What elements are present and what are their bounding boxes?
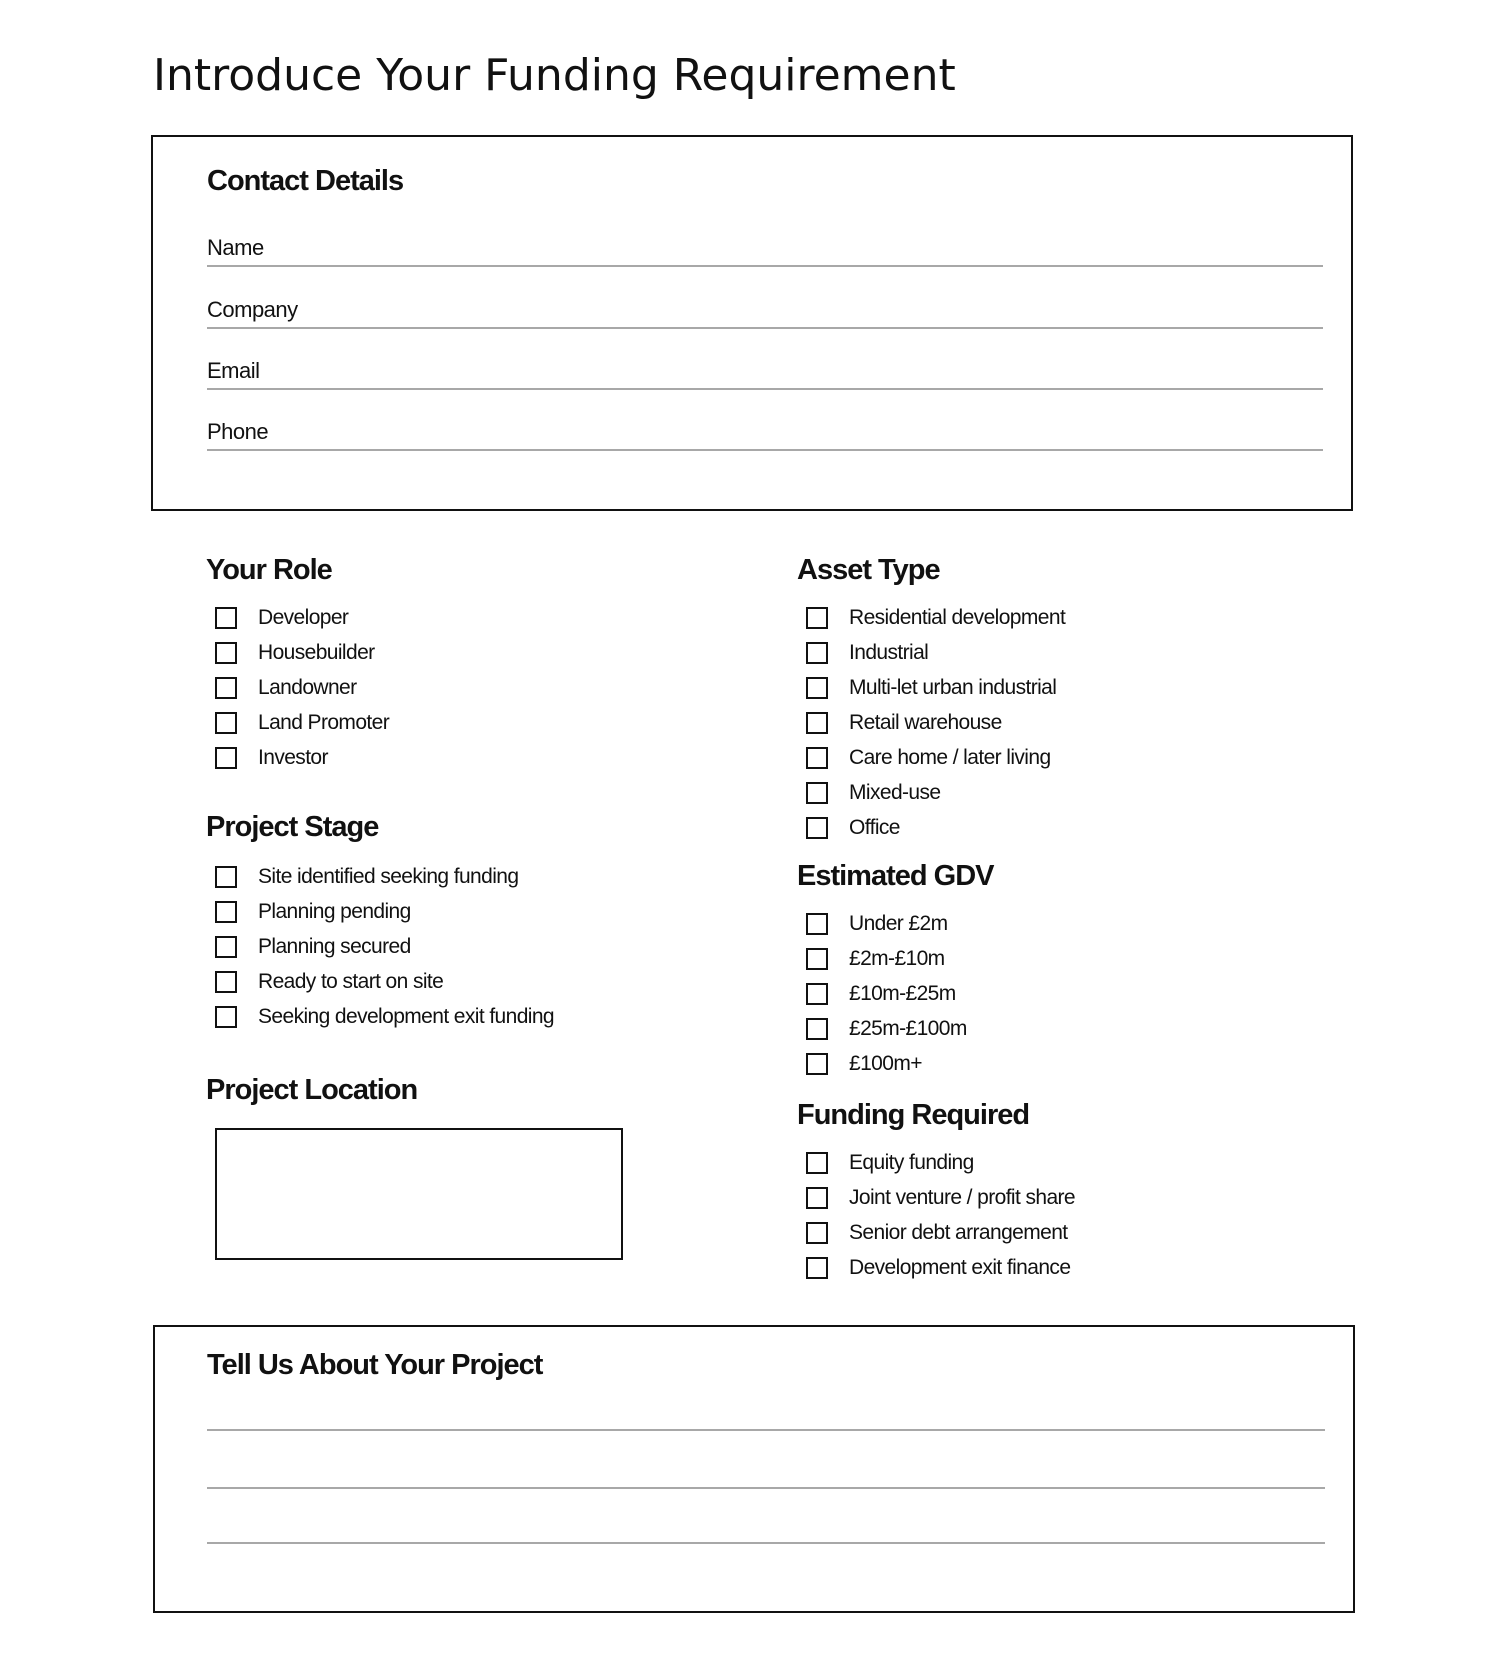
checkbox[interactable] — [215, 712, 237, 734]
project-description-line-2[interactable] — [207, 1487, 1325, 1489]
option-label: Ready to start on site — [258, 969, 444, 993]
company-field-label: Company — [207, 297, 298, 322]
role-option-housebuilder[interactable] — [208, 635, 389, 670]
your-role-heading: Your Role — [206, 554, 332, 586]
option-label: Under £2m — [849, 911, 948, 935]
option-label: Retail warehouse — [849, 710, 1002, 734]
option-label: Care home / later living — [849, 745, 1051, 769]
funding-required-options — [799, 1145, 1075, 1285]
checkbox[interactable] — [215, 642, 237, 664]
checkbox[interactable] — [215, 971, 237, 993]
option-label: Multi-let urban industrial — [849, 675, 1057, 699]
company-field[interactable] — [207, 297, 1323, 329]
asset-option-care-home[interactable] — [799, 740, 1065, 775]
option-label: Developer — [258, 605, 349, 629]
checkbox[interactable] — [806, 1053, 828, 1075]
project-description-line-1[interactable] — [207, 1429, 1325, 1431]
phone-field[interactable] — [207, 419, 1323, 451]
gdv-option-25m-100m[interactable] — [799, 1011, 967, 1046]
role-option-developer[interactable] — [208, 600, 389, 635]
asset-option-residential[interactable] — [799, 600, 1065, 635]
stage-option-ready-to-start[interactable] — [208, 964, 554, 999]
option-label: £10m-£25m — [849, 981, 956, 1005]
funding-option-senior-debt[interactable] — [799, 1215, 1075, 1250]
checkbox[interactable] — [806, 607, 828, 629]
email-field[interactable] — [207, 358, 1323, 390]
project-location-input[interactable] — [215, 1128, 623, 1260]
project-location-heading: Project Location — [206, 1074, 418, 1106]
asset-type-heading: Asset Type — [797, 554, 940, 586]
phone-field-label: Phone — [207, 419, 269, 444]
checkbox[interactable] — [806, 1222, 828, 1244]
project-description-line-3[interactable] — [207, 1542, 1325, 1544]
checkbox[interactable] — [215, 901, 237, 923]
name-field[interactable] — [207, 235, 1323, 267]
option-label: Land Promoter — [258, 710, 390, 734]
option-label: Planning pending — [258, 899, 411, 923]
stage-option-planning-pending[interactable] — [208, 894, 554, 929]
stage-option-planning-secured[interactable] — [208, 929, 554, 964]
gdv-option-10m-25m[interactable] — [799, 976, 967, 1011]
checkbox[interactable] — [215, 607, 237, 629]
estimated-gdv-options — [799, 906, 967, 1081]
checkbox[interactable] — [215, 866, 237, 888]
option-label: Landowner — [258, 675, 357, 699]
option-label: Housebuilder — [258, 640, 375, 664]
your-role-options — [208, 600, 389, 775]
option-label: £2m-£10m — [849, 946, 945, 970]
option-label: Industrial — [849, 640, 929, 664]
option-label: Seeking development exit funding — [258, 1004, 555, 1028]
asset-option-multi-let[interactable] — [799, 670, 1065, 705]
option-label: Equity funding — [849, 1150, 974, 1174]
checkbox[interactable] — [215, 747, 237, 769]
asset-option-mixed-use[interactable] — [799, 775, 1065, 810]
option-label: Planning secured — [258, 934, 411, 958]
role-option-investor[interactable] — [208, 740, 389, 775]
role-option-landowner[interactable] — [208, 670, 389, 705]
option-label: Development exit finance — [849, 1255, 1071, 1279]
checkbox[interactable] — [215, 1006, 237, 1028]
asset-type-options — [799, 600, 1065, 845]
funding-option-joint-venture[interactable] — [799, 1180, 1075, 1215]
role-option-land-promoter[interactable] — [208, 705, 389, 740]
checkbox[interactable] — [806, 677, 828, 699]
checkbox[interactable] — [215, 936, 237, 958]
checkbox[interactable] — [806, 1152, 828, 1174]
estimated-gdv-heading: Estimated GDV — [797, 860, 994, 892]
contact-details-heading: Contact Details — [207, 165, 404, 197]
asset-option-office[interactable] — [799, 810, 1065, 845]
gdv-option-2m-10m[interactable] — [799, 941, 967, 976]
checkbox[interactable] — [806, 712, 828, 734]
checkbox[interactable] — [806, 1187, 828, 1209]
option-label: Joint venture / profit share — [849, 1185, 1075, 1209]
checkbox[interactable] — [806, 817, 828, 839]
checkbox[interactable] — [806, 983, 828, 1005]
checkbox[interactable] — [806, 948, 828, 970]
checkbox[interactable] — [806, 642, 828, 664]
project-stage-heading: Project Stage — [206, 811, 379, 843]
checkbox[interactable] — [215, 677, 237, 699]
option-label: Site identified seeking funding — [258, 864, 519, 888]
option-label: Senior debt arrangement — [849, 1220, 1068, 1244]
contact-details-section — [151, 135, 1353, 511]
name-field-label: Name — [207, 235, 264, 260]
funding-option-equity[interactable] — [799, 1145, 1075, 1180]
project-description-section — [153, 1325, 1355, 1613]
checkbox[interactable] — [806, 782, 828, 804]
checkbox[interactable] — [806, 913, 828, 935]
page-title: Introduce Your Funding Requirement — [153, 50, 956, 101]
checkbox[interactable] — [806, 1257, 828, 1279]
option-label: £100m+ — [849, 1051, 922, 1075]
project-description-heading: Tell Us About Your Project — [207, 1349, 543, 1381]
checkbox[interactable] — [806, 747, 828, 769]
email-field-label: Email — [207, 358, 260, 383]
gdv-option-under-2m[interactable] — [799, 906, 967, 941]
option-label: Mixed-use — [849, 780, 941, 804]
option-label: Office — [849, 815, 900, 839]
asset-option-industrial[interactable] — [799, 635, 1065, 670]
stage-option-exit-funding[interactable] — [208, 999, 554, 1034]
funding-option-exit-finance[interactable] — [799, 1250, 1075, 1285]
stage-option-site-identified[interactable] — [208, 859, 554, 894]
option-label: £25m-£100m — [849, 1016, 967, 1040]
checkbox[interactable] — [806, 1018, 828, 1040]
asset-option-retail-warehouse[interactable] — [799, 705, 1065, 740]
option-label: Investor — [258, 745, 328, 769]
project-stage-options — [208, 859, 554, 1034]
funding-required-heading: Funding Required — [797, 1099, 1030, 1131]
option-label: Residential development — [849, 605, 1066, 629]
gdv-option-100m-plus[interactable] — [799, 1046, 967, 1081]
